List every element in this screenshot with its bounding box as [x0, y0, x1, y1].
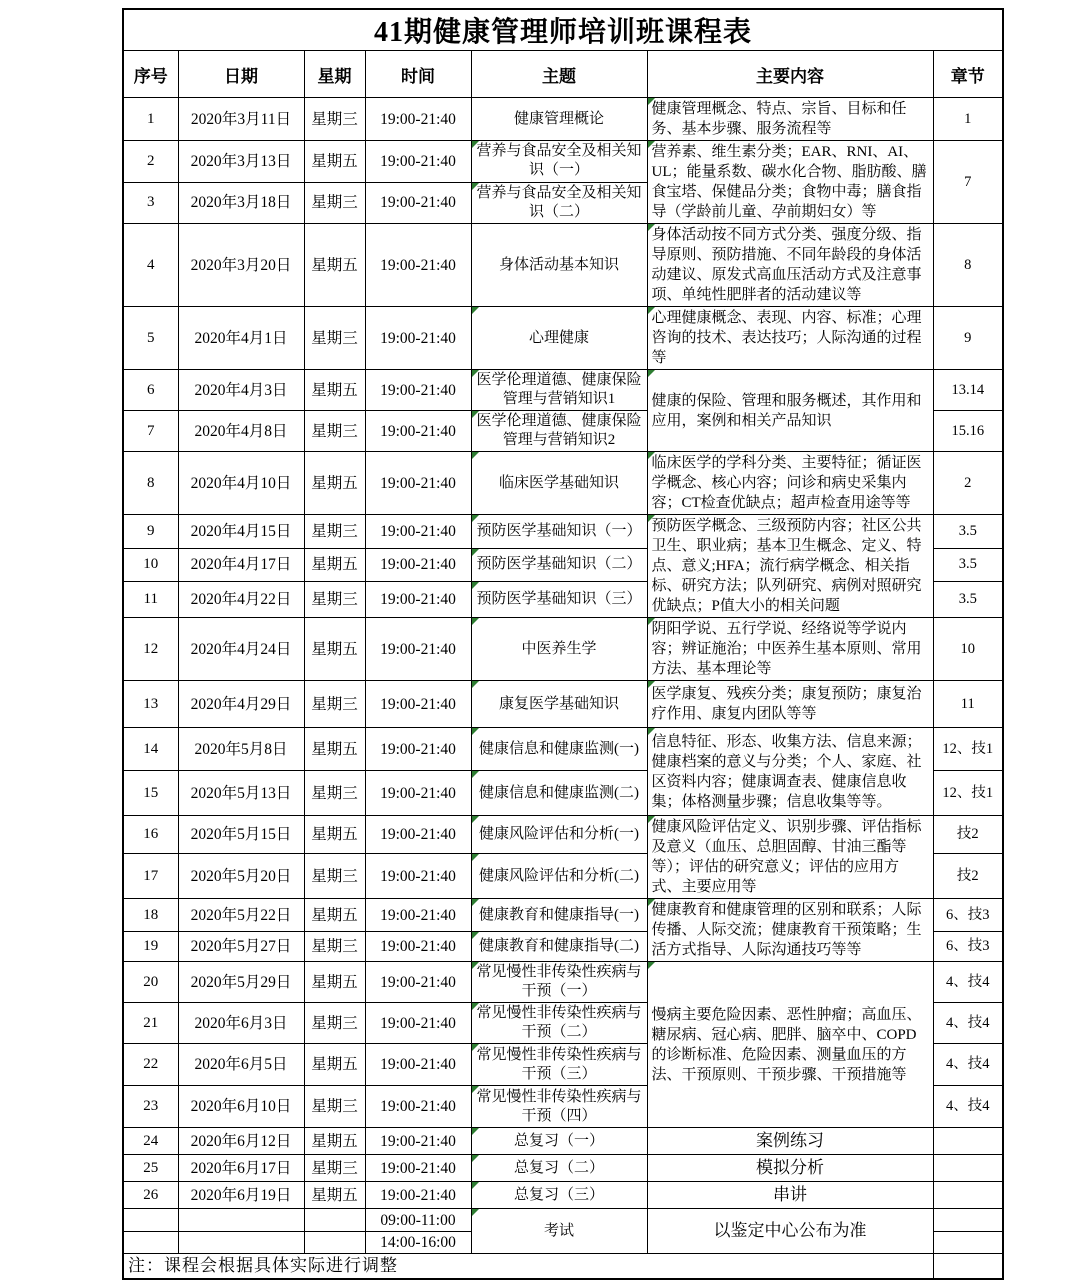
- cell-time: 19:00-21:40: [365, 548, 471, 582]
- cell-no: [123, 1232, 178, 1254]
- cell-date: 2020年5月22日: [178, 899, 304, 932]
- cell-week: 星期五: [304, 452, 365, 515]
- cell-content: 临床医学的学科分类、主要特征；循证医学概念、核心内容；问诊和病史采集内容；CT检查优缺点；超声检查用途等等: [647, 452, 933, 515]
- cell-chapter: 9: [933, 307, 1003, 370]
- cell-no: 17: [123, 854, 178, 899]
- schedule-table-wrap: [122, 8, 1002, 1280]
- cell-date: 2020年4月17日: [178, 548, 304, 582]
- cell-time: 19:00-21:40: [365, 816, 471, 854]
- col-header-no: 序号: [123, 51, 178, 98]
- cell-time: 19:00-21:40: [365, 452, 471, 515]
- cell-topic: 营养与食品安全及相关知识（二）: [471, 182, 647, 224]
- cell-no: 11: [123, 582, 178, 618]
- cell-time: 19:00-21:40: [365, 1003, 471, 1044]
- cell-time: 19:00-21:40: [365, 98, 471, 141]
- cell-topic: 心理健康: [471, 307, 647, 370]
- cell-topic: 常见慢性非传染性疾病与干预（一）: [471, 962, 647, 1003]
- cell-topic: 总复习（一）: [471, 1128, 647, 1155]
- cell-date: 2020年5月20日: [178, 854, 304, 899]
- cell-content: 以鉴定中心公布为准: [647, 1209, 933, 1254]
- cell-week: 星期三: [304, 854, 365, 899]
- cell-topic: 总复习（三）: [471, 1182, 647, 1209]
- cell-content: 信息特征、形态、收集方法、信息来源；健康档案的意义与分类；个人、家庭、社区资料内容；健康调查表、健康信息收集；体格测量步骤；信息收集等等。: [647, 728, 933, 816]
- table-row: [123, 681, 1003, 728]
- cell-date: 2020年5月15日: [178, 816, 304, 854]
- cell-date: 2020年6月5日: [178, 1044, 304, 1086]
- page-title: 41期健康管理师培训班课程表: [374, 17, 753, 48]
- cell-chapter: 4、技4: [933, 1086, 1003, 1128]
- cell-date: 2020年5月8日: [178, 728, 304, 771]
- cell-content: 健康教育和健康管理的区别和联系；人际传播、人际交流；健康教育干预策略；生活方式指导、人际沟通技巧等等: [647, 899, 933, 962]
- cell-time: 19:00-21:40: [365, 582, 471, 618]
- cell-chapter: [933, 1182, 1003, 1209]
- cell-date: 2020年4月24日: [178, 618, 304, 681]
- cell-chapter: 6、技3: [933, 899, 1003, 932]
- cell-content: 健康的保险、管理和服务概述，其作用和应用，案例和相关产品知识: [647, 370, 933, 452]
- cell-date: 2020年6月12日: [178, 1128, 304, 1155]
- cell-no: 2: [123, 141, 178, 183]
- cell-week: 星期三: [304, 932, 365, 962]
- cell-time: 19:00-21:40: [365, 1128, 471, 1155]
- cell-content: 身体活动按不同方式分类、强度分级、指导原则、预防措施、不同年龄段的身体活动建议、原发式高血压活动方式及注意事项、单纯性肥胖者的活动建议等: [647, 224, 933, 307]
- cell-week: 星期五: [304, 816, 365, 854]
- cell-time: 19:00-21:40: [365, 728, 471, 771]
- cell-week: 星期五: [304, 962, 365, 1003]
- cell-no: 26: [123, 1182, 178, 1209]
- cell-chapter: [933, 1254, 1003, 1279]
- table-row: [123, 452, 1003, 515]
- cell-chapter: 3.5: [933, 515, 1003, 549]
- cell-time: 19:00-21:40: [365, 1086, 471, 1128]
- table-row: [123, 1128, 1003, 1155]
- cell-chapter: 4、技4: [933, 1003, 1003, 1044]
- cell-topic: 医学伦理道德、健康保险管理与营销知识1: [471, 370, 647, 411]
- cell-no: [123, 1209, 178, 1232]
- cell-chapter: 12、技1: [933, 771, 1003, 816]
- cell-topic: 身体活动基本知识: [471, 224, 647, 307]
- cell-content: 医学康复、残疾分类；康复预防；康复治疗作用、康复内团队等等: [647, 681, 933, 728]
- cell-date: 2020年6月19日: [178, 1182, 304, 1209]
- cell-time: 19:00-21:40: [365, 182, 471, 224]
- cell-time: 19:00-21:40: [365, 411, 471, 452]
- cell-time: 19:00-21:40: [365, 962, 471, 1003]
- cell-no: 10: [123, 548, 178, 582]
- cell-no: 24: [123, 1128, 178, 1155]
- cell-time: 19:00-21:40: [365, 141, 471, 183]
- cell-week: 星期五: [304, 1128, 365, 1155]
- cell-topic: 总复习（二）: [471, 1155, 647, 1182]
- table-row: [123, 515, 1003, 549]
- cell-chapter: 技2: [933, 854, 1003, 899]
- table-row: [123, 962, 1003, 1003]
- table-row: [123, 370, 1003, 411]
- cell-chapter: 8: [933, 224, 1003, 307]
- cell-time: 19:00-21:40: [365, 899, 471, 932]
- cell-date: 2020年3月18日: [178, 182, 304, 224]
- cell-time: 19:00-21:40: [365, 370, 471, 411]
- cell-topic: 预防医学基础知识（三）: [471, 582, 647, 618]
- cell-chapter: 15.16: [933, 411, 1003, 452]
- header-row: [123, 51, 1003, 98]
- cell-time: 19:00-21:40: [365, 515, 471, 549]
- col-header-time: 时间: [365, 51, 471, 98]
- cell-time: 19:00-21:40: [365, 771, 471, 816]
- cell-chapter: 12、技1: [933, 728, 1003, 771]
- table-row: [123, 307, 1003, 370]
- cell-no: 23: [123, 1086, 178, 1128]
- table-row: [123, 1155, 1003, 1182]
- cell-no: 19: [123, 932, 178, 962]
- cell-topic: 健康教育和健康指导(二): [471, 932, 647, 962]
- cell-date: 2020年6月17日: [178, 1155, 304, 1182]
- cell-chapter: 6、技3: [933, 932, 1003, 962]
- cell-week: 星期五: [304, 1182, 365, 1209]
- col-header-topic: 主题: [471, 51, 647, 98]
- cell-week: 星期五: [304, 370, 365, 411]
- cell-week: 星期五: [304, 224, 365, 307]
- table-row: [123, 1182, 1003, 1209]
- cell-chapter: 1: [933, 98, 1003, 141]
- cell-week: 星期三: [304, 1086, 365, 1128]
- cell-date: 2020年5月27日: [178, 932, 304, 962]
- table-row: [123, 141, 1003, 183]
- cell-time: 09:00-11:00: [365, 1209, 471, 1232]
- schedule-body: [123, 98, 1003, 1279]
- cell-no: 1: [123, 98, 178, 141]
- cell-chapter: 3.5: [933, 548, 1003, 582]
- cell-time: 19:00-21:40: [365, 1182, 471, 1209]
- cell-no: 6: [123, 370, 178, 411]
- cell-topic: 健康信息和健康监测(一): [471, 728, 647, 771]
- cell-week: 星期五: [304, 728, 365, 771]
- cell-no: 13: [123, 681, 178, 728]
- table-row: [123, 1254, 1003, 1279]
- cell-week: 星期三: [304, 1003, 365, 1044]
- cell-no: 5: [123, 307, 178, 370]
- cell-time: 14:00-16:00: [365, 1232, 471, 1254]
- cell-time: 19:00-21:40: [365, 224, 471, 307]
- cell-no: 18: [123, 899, 178, 932]
- cell-content: 健康风险评估定义、识别步骤、评估指标及意义（血压、总胆固醇、甘油三酯等等）；评估的研究意义；评估的应用方式、主要应用等: [647, 816, 933, 899]
- cell-chapter: 2: [933, 452, 1003, 515]
- cell-content: 营养素、维生素分类；EAR、RNI、AI、UL；能量系数、碳水化合物、脂肪酸、膳食宝塔、保健品分类；食物中毒；膳食指导（学龄前儿童、孕前期妇女）等: [647, 141, 933, 224]
- cell-date: 2020年4月3日: [178, 370, 304, 411]
- cell-topic: 医学伦理道德、健康保险管理与营销知识2: [471, 411, 647, 452]
- cell-topic: 常见慢性非传染性疾病与干预（四）: [471, 1086, 647, 1128]
- cell-chapter: 4、技4: [933, 1044, 1003, 1086]
- cell-topic: 健康信息和健康监测(二): [471, 771, 647, 816]
- cell-date: 2020年4月1日: [178, 307, 304, 370]
- cell-content: 健康管理概念、特点、宗旨、目标和任务、基本步骤、服务流程等: [647, 98, 933, 141]
- table-row: [123, 1209, 1003, 1232]
- cell-week: [304, 1232, 365, 1254]
- cell-no: 20: [123, 962, 178, 1003]
- cell-time: 19:00-21:40: [365, 681, 471, 728]
- cell-week: 星期三: [304, 182, 365, 224]
- cell-week: 星期五: [304, 141, 365, 183]
- cell-topic: 健康风险评估和分析(一): [471, 816, 647, 854]
- cell-week: 星期五: [304, 618, 365, 681]
- cell-week: 星期三: [304, 1155, 365, 1182]
- schedule-table: [122, 8, 1004, 1280]
- cell-chapter: [933, 1155, 1003, 1182]
- cell-date: [178, 1209, 304, 1232]
- cell-date: 2020年3月13日: [178, 141, 304, 183]
- cell-date: 2020年4月29日: [178, 681, 304, 728]
- cell-week: 星期三: [304, 307, 365, 370]
- col-header-week: 星期: [304, 51, 365, 98]
- cell-topic: 常见慢性非传染性疾病与干预（二）: [471, 1003, 647, 1044]
- cell-content: 心理健康概念、表现、内容、标准；心理咨询的技术、表达技巧；人际沟通的过程等: [647, 307, 933, 370]
- cell-time: 19:00-21:40: [365, 1044, 471, 1086]
- cell-no: 8: [123, 452, 178, 515]
- cell-date: 2020年6月3日: [178, 1003, 304, 1044]
- cell-date: 2020年4月10日: [178, 452, 304, 515]
- cell-date: 2020年5月13日: [178, 771, 304, 816]
- cell-topic: 健康教育和健康指导(一): [471, 899, 647, 932]
- cell-week: 星期三: [304, 411, 365, 452]
- cell-week: 星期三: [304, 98, 365, 141]
- cell-topic: 健康管理概论: [471, 98, 647, 141]
- cell-topic: 考试: [471, 1209, 647, 1254]
- cell-chapter: 11: [933, 681, 1003, 728]
- col-header-date: 日期: [178, 51, 304, 98]
- note-cell: 注：课程会根据具体实际进行调整: [123, 1254, 933, 1279]
- cell-time: 19:00-21:40: [365, 854, 471, 899]
- cell-week: 星期五: [304, 899, 365, 932]
- cell-topic: 中医养生学: [471, 618, 647, 681]
- cell-no: 21: [123, 1003, 178, 1044]
- title-row: [123, 9, 1003, 51]
- cell-date: 2020年4月15日: [178, 515, 304, 549]
- cell-week: 星期五: [304, 548, 365, 582]
- cell-week: [304, 1209, 365, 1232]
- cell-date: 2020年3月20日: [178, 224, 304, 307]
- cell-week: 星期三: [304, 582, 365, 618]
- cell-date: 2020年3月11日: [178, 98, 304, 141]
- cell-topic: 常见慢性非传染性疾病与干预（三）: [471, 1044, 647, 1086]
- cell-date: [178, 1232, 304, 1254]
- cell-time: 19:00-21:40: [365, 307, 471, 370]
- table-row: [123, 816, 1003, 854]
- table-row: [123, 618, 1003, 681]
- cell-topic: 预防医学基础知识（一）: [471, 515, 647, 549]
- cell-no: 22: [123, 1044, 178, 1086]
- cell-topic: 临床医学基础知识: [471, 452, 647, 515]
- cell-no: 4: [123, 224, 178, 307]
- cell-time: 19:00-21:40: [365, 932, 471, 962]
- col-header-chapter: 章节: [933, 51, 1003, 98]
- table-row: [123, 899, 1003, 932]
- cell-week: 星期三: [304, 771, 365, 816]
- cell-date: 2020年5月29日: [178, 962, 304, 1003]
- schedule-head: [123, 9, 1003, 98]
- cell-chapter: [933, 1209, 1003, 1232]
- cell-content: 模拟分析: [647, 1155, 933, 1182]
- cell-week: 星期三: [304, 681, 365, 728]
- cell-topic: 营养与食品安全及相关知识（一）: [471, 141, 647, 183]
- cell-no: 25: [123, 1155, 178, 1182]
- cell-topic: 预防医学基础知识（二）: [471, 548, 647, 582]
- cell-no: 7: [123, 411, 178, 452]
- cell-content: 串讲: [647, 1182, 933, 1209]
- cell-no: 3: [123, 182, 178, 224]
- cell-chapter: [933, 1128, 1003, 1155]
- cell-content: 预防医学概念、三级预防内容；社区公共卫生、职业病；基本卫生概念、定义、特点、意义;HFA；流行病学概念、相关指标、研究方法；队列研究、病例对照研究优缺点；P值大小的相关问题: [647, 515, 933, 618]
- cell-time: 19:00-21:40: [365, 618, 471, 681]
- table-row: [123, 224, 1003, 307]
- cell-no: 12: [123, 618, 178, 681]
- cell-chapter: 4、技4: [933, 962, 1003, 1003]
- cell-week: 星期三: [304, 515, 365, 549]
- table-row: [123, 728, 1003, 771]
- cell-no: 14: [123, 728, 178, 771]
- cell-topic: 康复医学基础知识: [471, 681, 647, 728]
- table-row: [123, 98, 1003, 141]
- cell-content: 阴阳学说、五行学说、经络说等学说内容；辨证施治；中医养生基本原则、常用方法、基本理论等: [647, 618, 933, 681]
- cell-date: 2020年4月22日: [178, 582, 304, 618]
- col-header-content: 主要内容: [647, 51, 933, 98]
- cell-no: 9: [123, 515, 178, 549]
- cell-date: 2020年6月10日: [178, 1086, 304, 1128]
- cell-chapter: 13.14: [933, 370, 1003, 411]
- cell-week: 星期五: [304, 1044, 365, 1086]
- cell-chapter: 技2: [933, 816, 1003, 854]
- cell-content: 慢病主要危险因素、恶性肿瘤；高血压、糖尿病、冠心病、肥胖、脑卒中、COPD的诊断标准、危险因素、测量血压的方法、干预原则、干预步骤、干预措施等: [647, 962, 933, 1128]
- cell-chapter: 7: [933, 141, 1003, 224]
- cell-no: 15: [123, 771, 178, 816]
- cell-date: 2020年4月8日: [178, 411, 304, 452]
- cell-chapter: [933, 1232, 1003, 1254]
- cell-chapter: 3.5: [933, 582, 1003, 618]
- cell-content: 案例练习: [647, 1128, 933, 1155]
- cell-time: 19:00-21:40: [365, 1155, 471, 1182]
- cell-topic: 健康风险评估和分析(二): [471, 854, 647, 899]
- cell-no: 16: [123, 816, 178, 854]
- cell-chapter: 10: [933, 618, 1003, 681]
